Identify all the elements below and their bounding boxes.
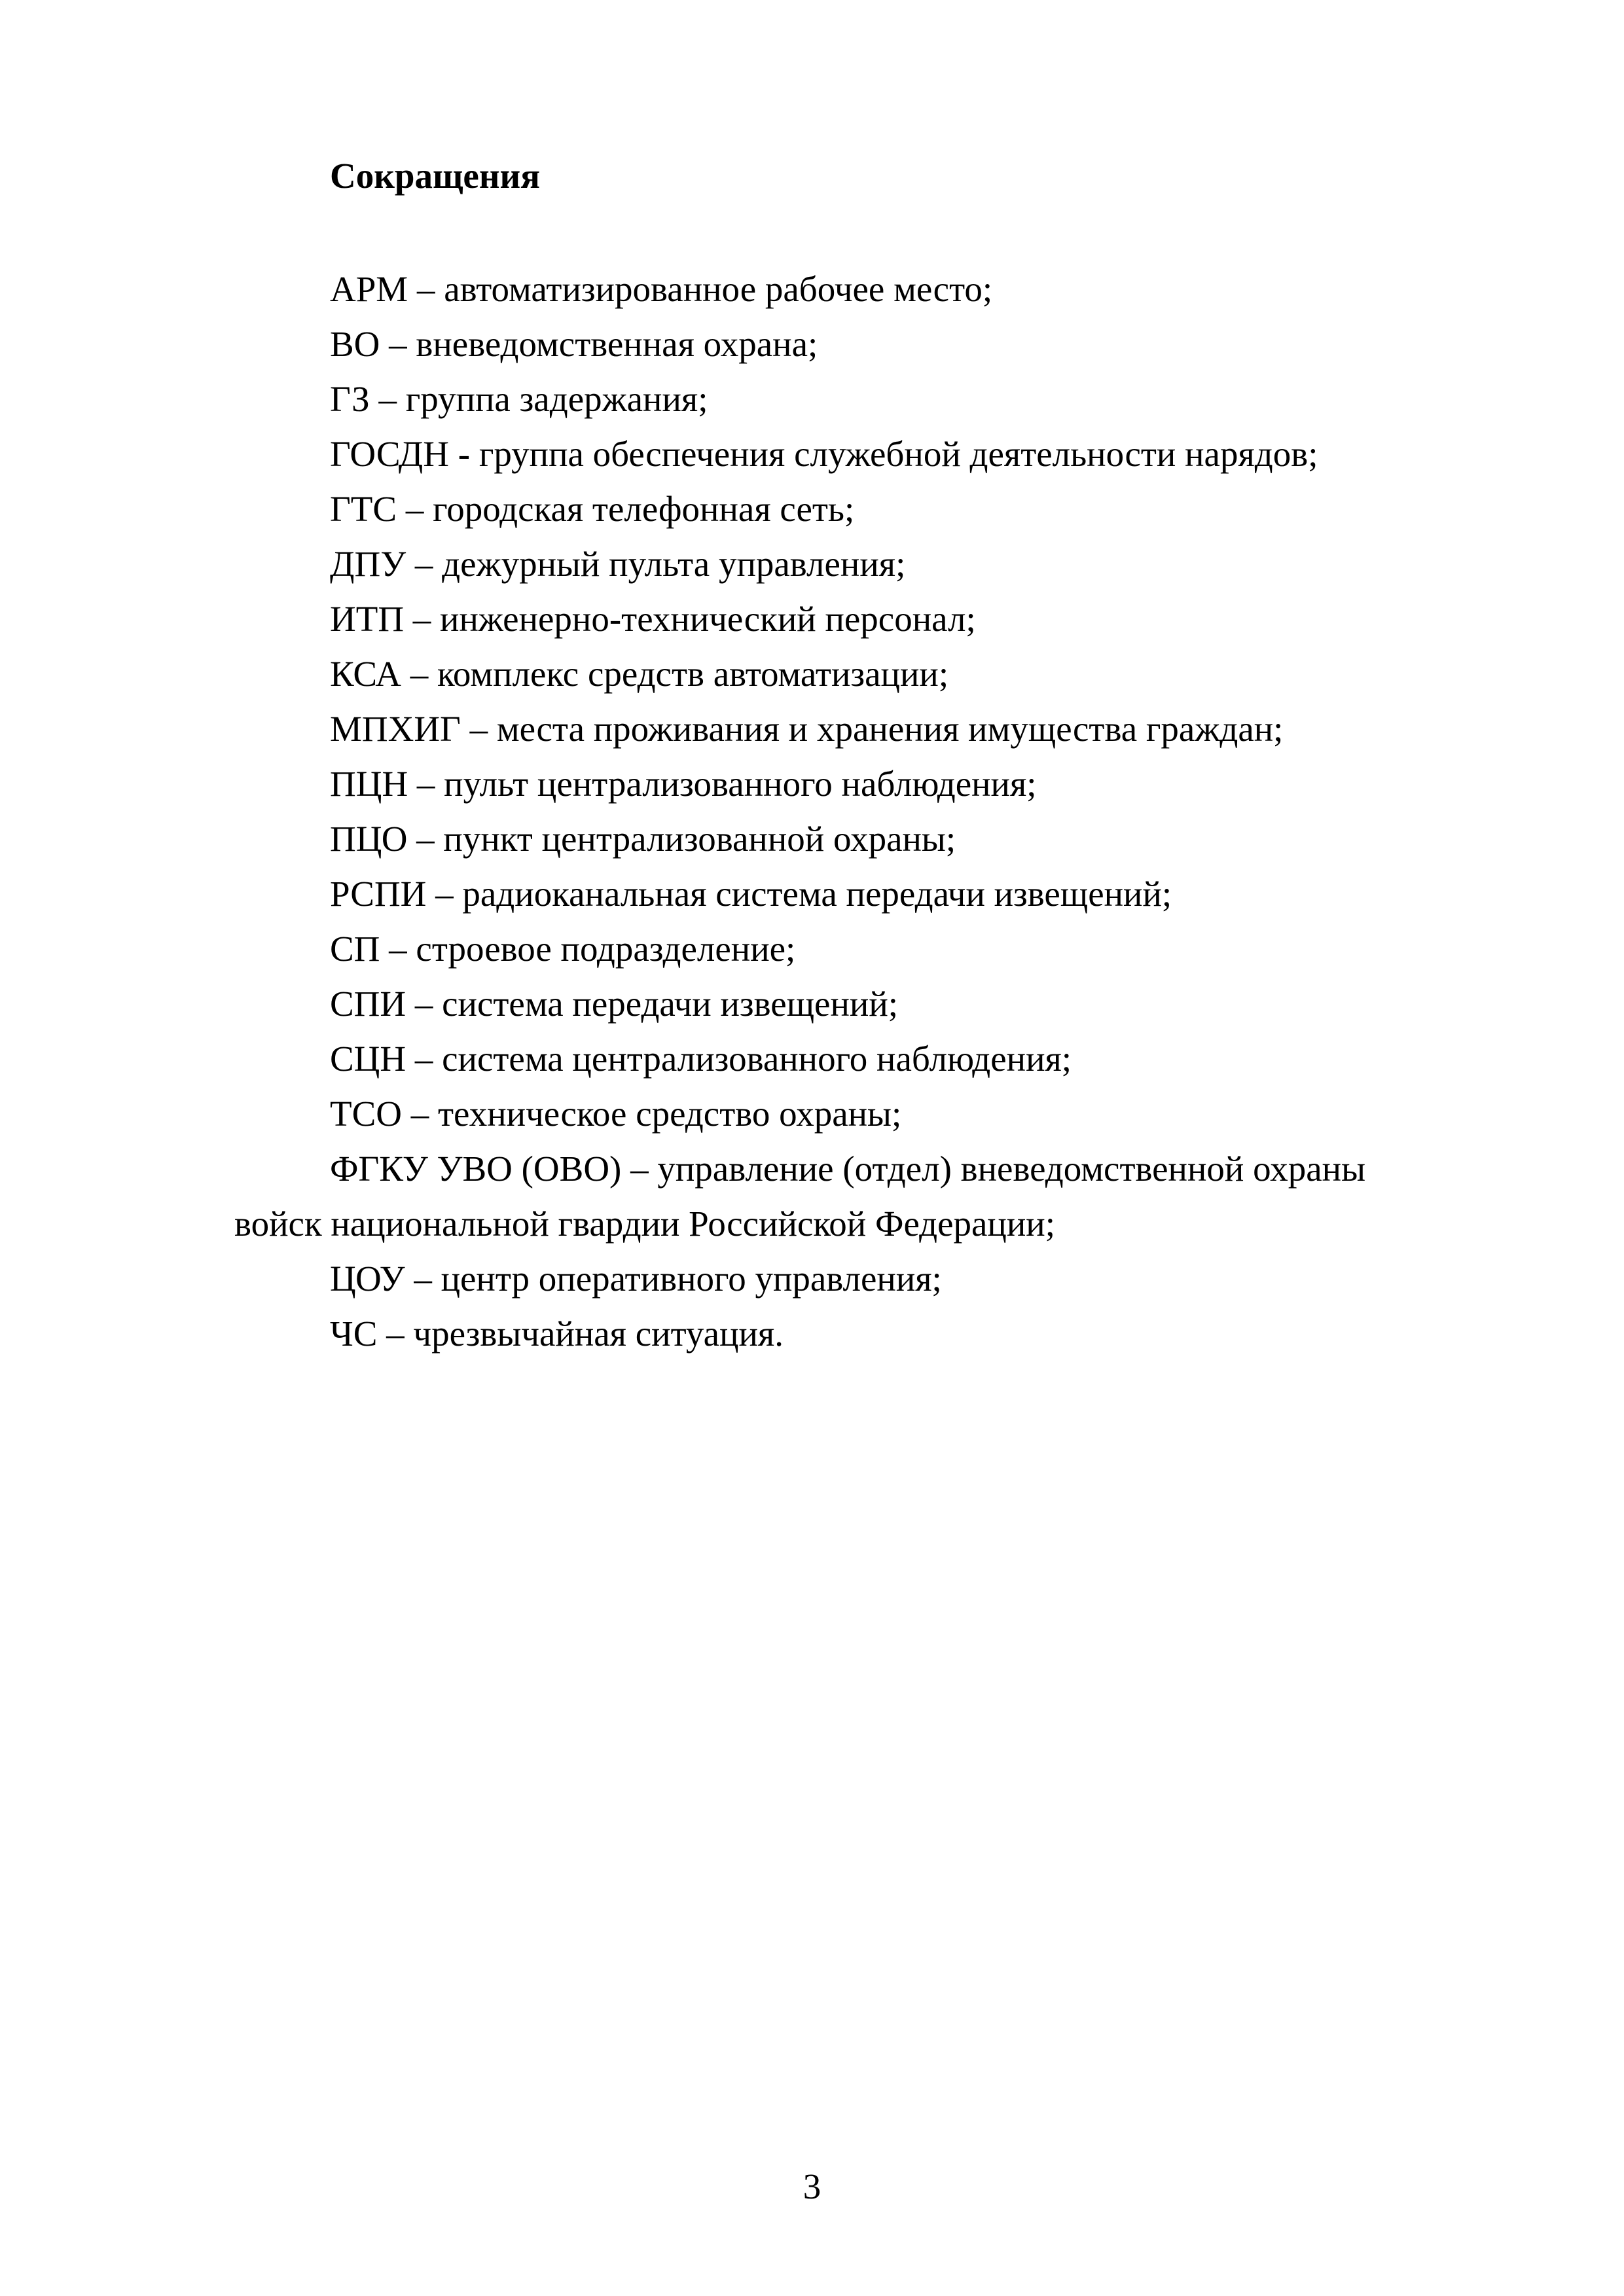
abbreviation-list <box>234 262 1447 1361</box>
abbreviation-item-chs: ЧС – чрезвычайная ситуация. <box>330 1314 784 1354</box>
page-title: Сокращения <box>330 156 540 196</box>
abbreviation-item-gz: ГЗ – группа задержания; <box>330 379 708 419</box>
abbreviation-item-pco: ПЦО – пункт централизованной охраны; <box>330 819 956 859</box>
abbreviation-item-mphig: МПХИГ – места проживания и хранения имущества граждан; <box>330 709 1284 749</box>
abbreviation-item-arm: АРМ – автоматизированное рабочее место; <box>330 269 993 309</box>
abbreviation-item-pcn: ПЦН – пульт централизованного наблюдения; <box>330 764 1037 804</box>
abbreviation-item-fgku-uvo: ФГКУ УВО (ОВО) – управление (отдел) вневедомственной охраны войск национальной гвардии Российской Федерации; <box>234 1149 1366 1244</box>
abbreviation-item-cou: ЦОУ – центр оперативного управления; <box>330 1259 942 1299</box>
abbreviation-item-gosdn: ГОСДН - группа обеспечения служебной деятельности нарядов; <box>330 434 1318 474</box>
abbreviation-item-scn: СЦН – система централизованного наблюдения; <box>330 1039 1072 1079</box>
abbreviation-item-ksa: КСА – комплекс средств автоматизации; <box>330 654 949 694</box>
abbreviation-item-gts: ГТС – городская телефонная сеть; <box>330 489 855 529</box>
abbreviation-item-sp: СП – строевое подразделение; <box>330 929 796 969</box>
abbreviation-item-itp: ИТП – инженерно-технический персонал; <box>330 599 976 639</box>
abbreviation-item-dpu: ДПУ – дежурный пульта управления; <box>330 544 906 584</box>
abbreviation-item-rspi: РСПИ – радиоканальная система передачи извещений; <box>330 874 1172 914</box>
abbreviation-item-tso: ТСО – техническое средство охраны; <box>330 1094 902 1134</box>
page-number: 3 <box>803 2166 821 2206</box>
abbreviation-item-vo: ВО – вневедомственная охрана; <box>330 324 818 364</box>
abbreviation-item-spi: СПИ – система передачи извещений; <box>330 984 899 1024</box>
